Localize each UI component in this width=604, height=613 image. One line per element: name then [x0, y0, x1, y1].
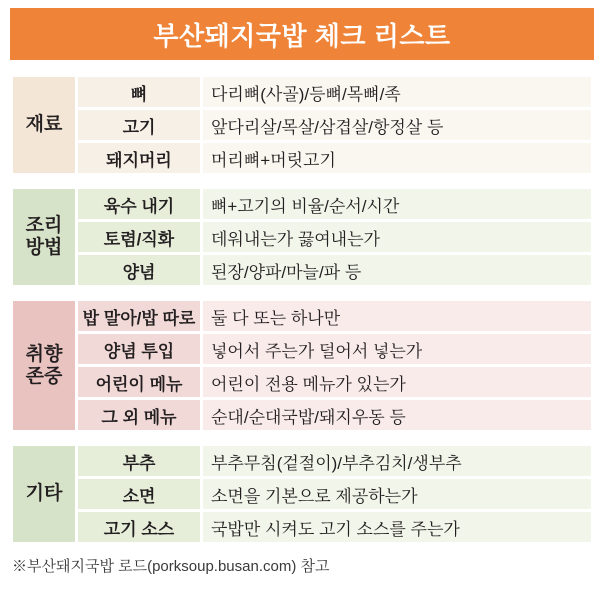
table-row [13, 479, 591, 509]
category-label-line2: 존중 [25, 365, 63, 387]
table-row [13, 301, 591, 331]
row-value: 넣어서 주는가 덜어서 넣는가 [203, 334, 591, 364]
category-label-ingredients: 재료 [13, 77, 75, 173]
row-label: 뼈 [78, 77, 200, 107]
cooking-method-table [10, 186, 594, 288]
section-others [10, 443, 594, 545]
row-label: 소면 [78, 479, 200, 509]
page-title: 부산돼지국밥 체크 리스트 [153, 20, 451, 51]
preference-table [10, 298, 594, 433]
table-row [13, 446, 591, 476]
section-cooking-method [10, 186, 594, 288]
page-title-bar [10, 8, 594, 60]
row-value: 둘 다 또는 하나만 [203, 301, 591, 331]
row-label: 고기 소스 [78, 512, 200, 542]
row-value: 앞다리살/목살/삼겹살/항정살 등 [203, 110, 591, 140]
row-value: 된장/양파/마늘/파 등 [203, 255, 591, 285]
section-ingredients [10, 74, 594, 176]
row-label: 양념 [78, 255, 200, 285]
category-label-line1: 조리 [25, 215, 63, 237]
row-value: 순대/순대국밥/돼지우동 등 [203, 400, 591, 430]
row-label: 어린이 메뉴 [78, 367, 200, 397]
row-label: 돼지머리 [78, 143, 200, 173]
ingredients-table [10, 74, 594, 176]
category-label-preference [13, 301, 75, 430]
row-label: 토렴/직화 [78, 222, 200, 252]
row-label: 육수 내기 [78, 189, 200, 219]
row-value: 소면을 기본으로 제공하는가 [203, 479, 591, 509]
row-label: 그 외 메뉴 [78, 400, 200, 430]
section-preference [10, 298, 594, 433]
row-value: 국밥만 시켜도 고기 소스를 주는가 [203, 512, 591, 542]
row-value: 데워내는가 끓여내는가 [203, 222, 591, 252]
row-value: 다리뼈(사골)/등뼈/목뼈/족 [203, 77, 591, 107]
row-label: 부추 [78, 446, 200, 476]
row-value: 머리뼈+머릿고기 [203, 143, 591, 173]
row-label: 양념 투입 [78, 334, 200, 364]
row-value: 어린이 전용 메뉴가 있는가 [203, 367, 591, 397]
category-label-cooking-method [13, 189, 75, 285]
table-row [13, 189, 591, 219]
table-row [13, 367, 591, 397]
footnote: ※부산돼지국밥 로드(porksoup.busan.com) 참고 [12, 558, 330, 575]
table-row [13, 222, 591, 252]
table-row [13, 110, 591, 140]
row-value: 부추무침(겉절이)/부추김치/생부추 [203, 446, 591, 476]
others-table [10, 443, 594, 545]
table-row [13, 400, 591, 430]
row-label: 밥 말아/밥 따로 [78, 301, 200, 331]
category-label-line2: 방법 [25, 237, 63, 258]
category-label-others: 기타 [13, 446, 75, 542]
table-row [13, 255, 591, 285]
row-value: 뼈+고기의 비율/순서/시간 [203, 189, 591, 219]
table-row [13, 77, 591, 107]
table-row [13, 512, 591, 542]
category-label-line1: 취향 [25, 343, 63, 365]
row-label: 고기 [78, 110, 200, 140]
table-row [13, 143, 591, 173]
table-row [13, 334, 591, 364]
